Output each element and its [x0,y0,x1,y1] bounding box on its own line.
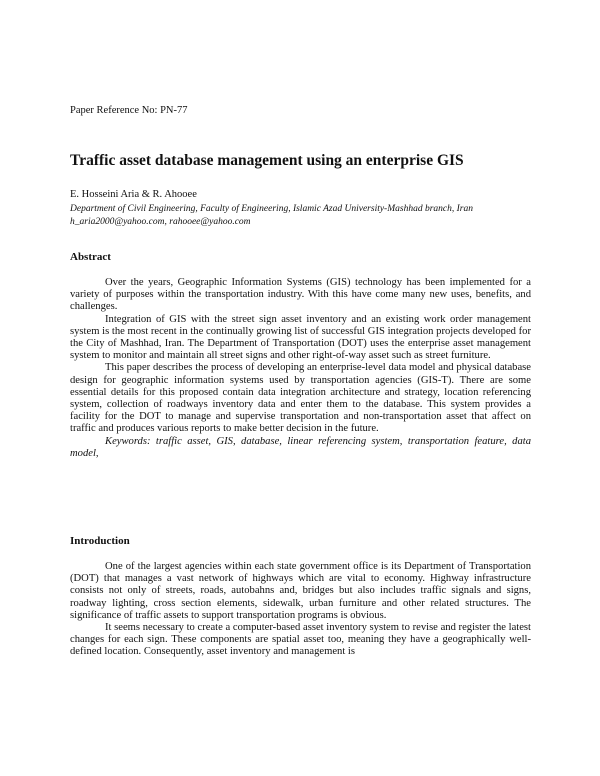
introduction-body [70,561,531,659]
abstract-paragraph: Integration of GIS with the street sign asset inventory and an existing work order management system is the most recent in the continually growing list of successful GIS integration projects developed for the City of Mashhad, Iran. The Department of Transportation (DOT) uses the enterprise asset management system to monitor and maintain all street signs and other right-of-way asset such as street furniture. [70,313,531,362]
affiliation-block [70,203,535,228]
abstract-paragraph: Over the years, Geographic Information Systems (GIS) technology has been implemented for a variety of purposes within the transportation industry. With this have come many new uses, benefits, and challenges. [70,277,531,313]
affiliation: Department of Civil Engineering, Faculty of Engineering, Islamic Azad University-Mashhad branch, Iran [70,204,473,214]
author-emails: h_aria2000@yahoo.com, rahooee@yahoo.com [70,216,251,227]
paper-reference: Paper Reference No: PN-77 [70,105,188,116]
introduction-heading: Introduction [70,535,130,547]
paper-title: Traffic asset database management using an enterprise GIS [70,152,464,169]
keywords: Keywords: traffic asset, GIS, database, linear referencing system, transportation feature, data model, [70,435,531,459]
introduction-paragraph: One of the largest agencies within each state government office is its Department of Transportation (DOT) that manages a vast network of highways which are vital to economy. Highway infrastructure consists not only of streets, roads, autobahns and, bridges but also includes traffic signals and signs, roadway lighting, cross section elements, sidewalk, urban furniture and other related structures. The significance of traffic assets to support transportation programs is obvious. [70,561,531,621]
introduction-paragraph: It seems necessary to create a computer-based asset inventory system to revise and register the latest changes for each sign. These components are spatial asset too, meaning they have a geographically well-defined location. Consequently, asset inventory and management is [70,622,531,658]
abstract-body [70,277,531,460]
abstract-heading: Abstract [70,251,111,263]
abstract-paragraph: This paper describes the process of developing an enterprise-level data model and physical database design for geographic information systems used by transportation agencies (GIS-T). There are some essential details for this proposed contain data integration architecture and strategy, location referencing system, collection of roadways inventory data and enter them to the database. This system provides a facility for the DOT to manage and supervise transportation and non-transportation asset that affect on traffic and produces various reports to make better decision in the future. [70,362,531,435]
authors: E. Hosseini Aria & R. Ahooee [70,189,197,200]
